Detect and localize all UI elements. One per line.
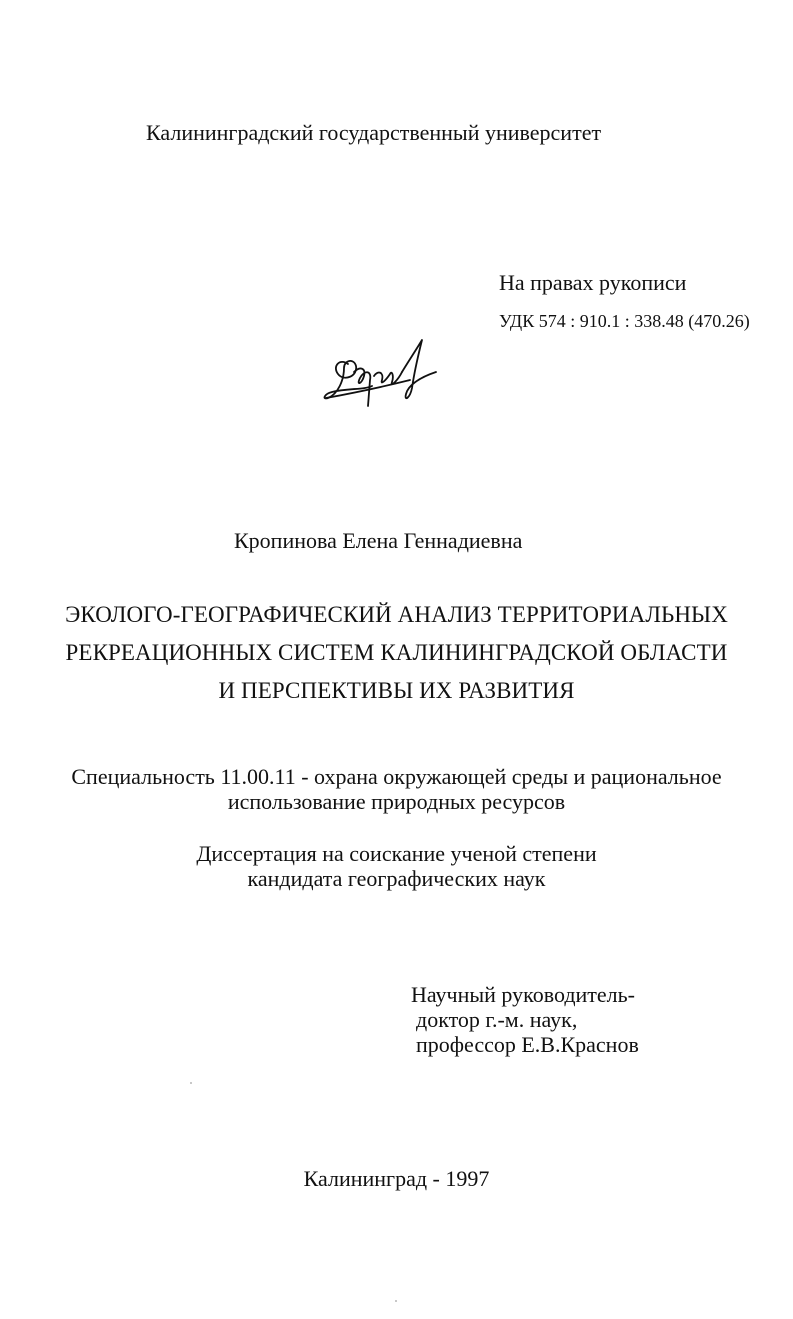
city-year: Калининград - 1997 [303, 1166, 490, 1191]
specialty-line-2: использование природных ресурсов [227, 789, 566, 814]
degree-line-2: кандидата географических наук [247, 866, 546, 891]
scan-speck [395, 1300, 397, 1302]
title-line-2: РЕКРЕАЦИОННЫХ СИСТЕМ КАЛИНИНГРАДСКОЙ ОБЛАСТИ [65, 640, 728, 665]
title-line-3: И ПЕРСПЕКТИВЫ ИХ РАЗВИТИЯ [218, 678, 575, 703]
university-name: Калининградский государственный университет [146, 120, 602, 145]
scan-speck [190, 1082, 192, 1084]
title-line-1: ЭКОЛОГО-ГЕОГРАФИЧЕСКИЙ АНАЛИЗ ТЕРРИТОРИАЛЬНЫХ [65, 602, 728, 627]
advisor-line-3: профессор Е.В.Краснов [416, 1032, 639, 1057]
rights-note: На правах рукописи [499, 270, 687, 295]
author-name: Кропинова Елена Геннадиевна [234, 528, 523, 553]
degree-line-1: Диссертация на соискание ученой степени [196, 841, 597, 866]
advisor-line-1: Научный руководитель- [411, 982, 635, 1007]
signature-icon [318, 336, 444, 410]
specialty-line-1: Специальность 11.00.11 - охрана окружающей среды и рациональное [71, 764, 722, 789]
udk-code: УДК 574 : 910.1 : 338.48 (470.26) [499, 311, 750, 331]
advisor-line-2: доктор г.-м. наук, [416, 1007, 578, 1032]
